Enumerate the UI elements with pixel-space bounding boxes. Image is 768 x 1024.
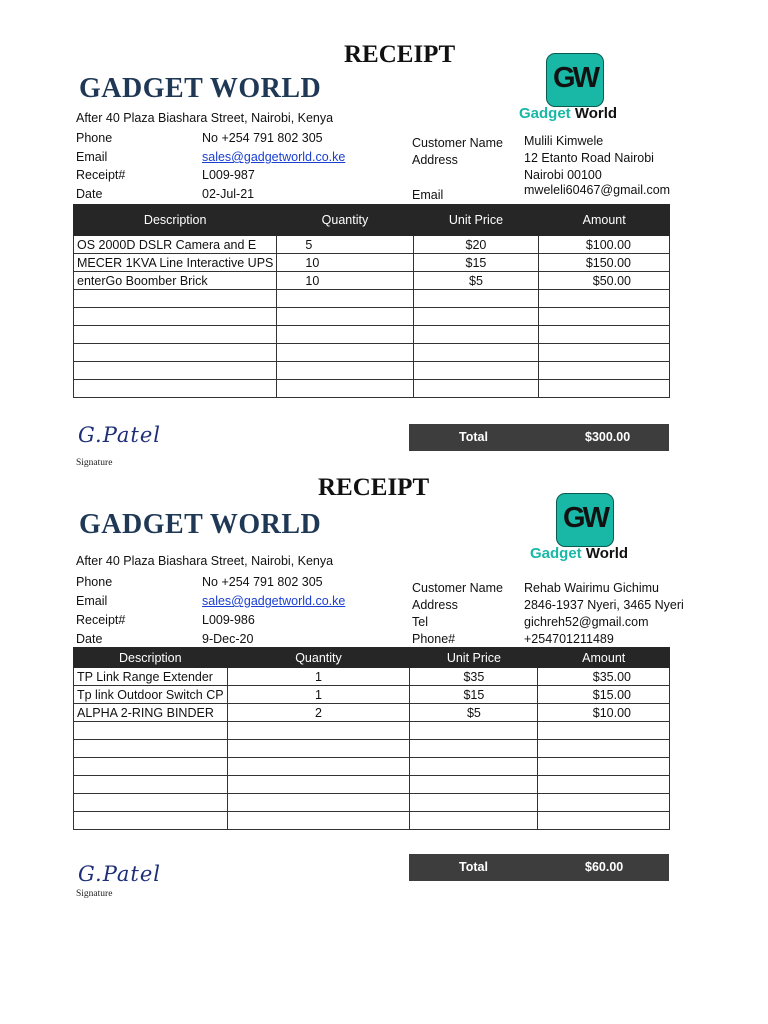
table-header-row (74, 648, 670, 668)
column-header: Amount (538, 648, 670, 668)
item-description: OS 2000D DSLR Camera and E (74, 236, 277, 254)
table-row-empty (74, 776, 670, 794)
item-amount: $100.00 (539, 236, 670, 254)
table-row-empty (74, 794, 670, 812)
receipt-number-label: Receipt# (76, 168, 126, 182)
column-header: Unit Price (413, 205, 539, 236)
email-link[interactable]: sales@gadgetworld.co.ke (202, 594, 346, 608)
customer-name-value: Mulili Kimwele (524, 134, 604, 148)
signature-image: G.Patel (78, 423, 161, 447)
table-row-empty (74, 722, 670, 740)
total-label: Total (459, 860, 488, 874)
item-amount: $15.00 (538, 686, 670, 704)
phone-value: No +254 791 802 305 (202, 575, 323, 589)
company-logo (529, 493, 641, 563)
signature-image: G.Patel (78, 862, 161, 886)
logo-badge-icon: GW (556, 493, 614, 547)
column-header: Description (74, 205, 277, 236)
logo-wordmark: Gadget World (530, 545, 629, 562)
customer-address-label: Address (412, 153, 458, 167)
phone-label: Phone (76, 131, 113, 145)
receipt-title: RECEIPT (344, 41, 456, 68)
item-quantity: 10 (277, 272, 413, 290)
item-description: enterGo Boomber Brick (74, 272, 277, 290)
date-value: 9-Dec-20 (202, 632, 254, 646)
customer-name-label: Customer Name (412, 136, 503, 150)
customer-email-value: mweleli60467@gmail.com (524, 183, 671, 197)
column-header: Description (74, 648, 228, 668)
item-description: ALPHA 2-RING BINDER (74, 704, 228, 722)
item-unit-price: $5 (410, 704, 538, 722)
items-table (73, 647, 670, 830)
item-unit-price: $35 (410, 668, 538, 686)
item-unit-price: $20 (413, 236, 539, 254)
email-link[interactable]: sales@gadgetworld.co.ke (202, 150, 346, 164)
email-label: Email (76, 594, 108, 608)
total-label: Total (459, 430, 488, 444)
date-value: 02-Jul-21 (202, 187, 255, 201)
signature-label: Signature (76, 889, 113, 899)
table-row-empty (74, 740, 670, 758)
signature-label: Signature (76, 458, 113, 468)
email-label: Email (76, 150, 108, 164)
column-header: Quantity (227, 648, 410, 668)
customer-name-value: Rehab Wairimu Gichimu (524, 581, 659, 595)
item-unit-price: $15 (413, 254, 539, 272)
item-description: MECER 1KVA Line Interactive UPS (74, 254, 277, 272)
table-row-empty (74, 758, 670, 776)
item-amount: $35.00 (538, 668, 670, 686)
item-description: TP Link Range Extender (74, 668, 228, 686)
table-row-empty (74, 812, 670, 830)
total-value: $60.00 (585, 860, 624, 874)
customer-tel-value: gichreh52@gmail.com (524, 615, 649, 629)
item-quantity: 1 (227, 668, 410, 686)
customer-address-value: 12 Etanto Road Nairobi (524, 151, 654, 165)
item-description: Tp link Outdoor Switch CP (74, 686, 228, 704)
item-quantity: 5 (277, 236, 413, 254)
customer-address-value: 2846-1937 Nyeri, 3465 Nyeri (524, 598, 684, 612)
logo-badge-icon: GW (546, 53, 604, 107)
item-quantity: 10 (277, 254, 413, 272)
item-quantity: 1 (227, 686, 410, 704)
customer-phone-label: Phone# (412, 632, 456, 646)
table-row (74, 668, 670, 686)
item-amount: $50.00 (539, 272, 670, 290)
company-address: After 40 Plaza Biashara Street, Nairobi, Kenya (76, 111, 334, 125)
column-header: Amount (539, 205, 670, 236)
company-name: GADGET WORLD (79, 73, 322, 104)
table-row (74, 686, 670, 704)
total-value: $300.00 (585, 430, 631, 444)
item-amount: $150.00 (539, 254, 670, 272)
item-quantity: 2 (227, 704, 410, 722)
company-name: GADGET WORLD (79, 509, 322, 540)
phone-label: Phone (76, 575, 113, 589)
date-label: Date (76, 187, 103, 201)
item-unit-price: $15 (410, 686, 538, 704)
customer-phone-value: +254701211489 (524, 632, 614, 646)
receipt-number-value: L009-987 (202, 168, 255, 182)
total-box (409, 854, 669, 881)
column-header: Unit Price (410, 648, 538, 668)
customer-email-label: Email (412, 188, 444, 202)
date-label: Date (76, 632, 103, 646)
receipt-number-value: L009-986 (202, 613, 255, 627)
logo-wordmark: Gadget World (519, 105, 618, 122)
customer-address-label: Address (412, 598, 458, 612)
receipt-title: RECEIPT (318, 474, 430, 501)
customer-tel-label: Tel (412, 615, 428, 629)
column-header: Quantity (277, 205, 413, 236)
customer-address-line2: Nairobi 00100 (524, 168, 602, 182)
item-amount: $10.00 (538, 704, 670, 722)
receipt-number-label: Receipt# (76, 613, 126, 627)
company-address: After 40 Plaza Biashara Street, Nairobi, Kenya (76, 554, 334, 568)
customer-name-label: Customer Name (412, 581, 503, 595)
item-unit-price: $5 (413, 272, 539, 290)
phone-value: No +254 791 802 305 (202, 131, 323, 145)
table-row (74, 704, 670, 722)
